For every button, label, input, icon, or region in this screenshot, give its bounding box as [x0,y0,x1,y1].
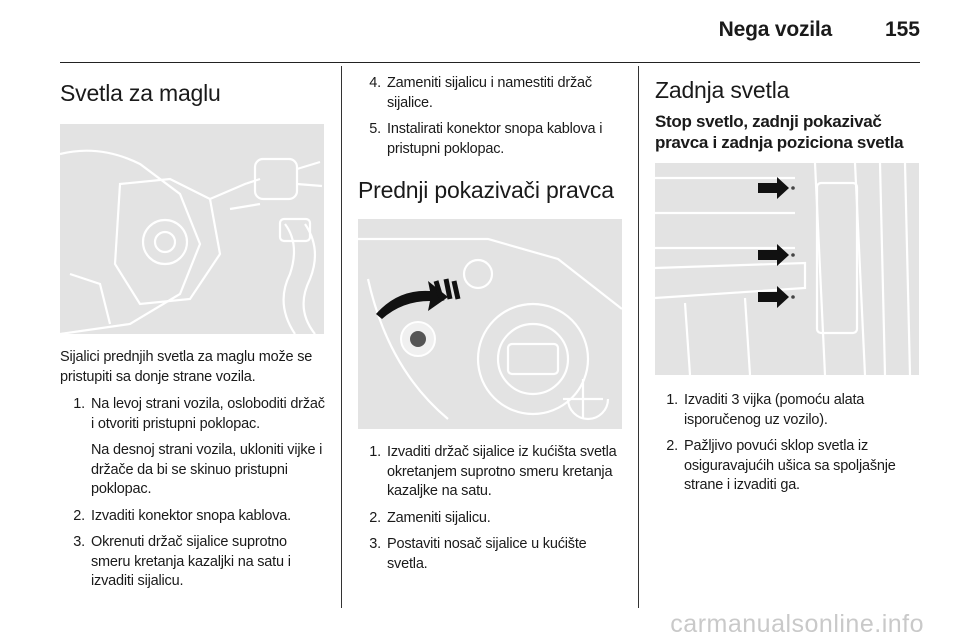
list-item: 1. Izvaditi 3 vijka (pomoću alata isporučenog uz vozilo). [666,392,865,428]
page-number: 155 [884,18,920,41]
column-divider [638,66,639,608]
list-item: 4. Zameniti sijalicu i namestiti držač sijalice. [369,75,592,111]
column-front-indicators [358,70,626,581]
watermark: carmanualsonline.info [670,610,924,638]
rear-lights-subheading: Stop svetlo, zadnji pokazivač pravca i zadnja poziciona svetla [655,112,904,152]
rear-lights-heading: Zadnja svetla [655,77,790,103]
list-item: 3. Okrenuti držač sijalice suprotno smeru kretanja kazaljki na satu i izvaditi sijalicu. [73,534,291,589]
column-fog-lights [60,70,328,599]
column-divider [341,66,342,608]
fog-lights-heading: Svetla za maglu [60,80,221,106]
list-item: 5. Instalirati konektor snopa kablova i pristupni poklopac. [369,121,603,157]
fog-lights-intro: Sijalici prednjih svetla za maglu može se pristupiti sa donje strane vozila. [60,349,313,385]
list-item: 2. Izvaditi konektor snopa kablova. [73,507,291,524]
list-item: 2. Zameniti sijalicu. [369,509,491,526]
front-indicators-heading: Prednji pokazivači pravca [358,177,614,203]
indicator-bulb-illustration [358,219,622,429]
list-item: 3. Postaviti nosač sijalice u kućište svetla. [369,536,587,572]
fog-light-bulb-illustration [60,124,324,334]
section-title: Nega vozila [718,18,832,41]
list-item: 2. Pažljivo povući sklop svetla iz osiguravajućih ušica sa spoljašnje strane i izvaditi ga. [666,438,896,493]
page-footer [0,610,960,642]
list-item: 1. Izvaditi držač sijalice iz kućišta svetla okretanjem suprotno smeru kretanja kazaljke na satu. [369,444,617,499]
list-item: 1. Na levoj strani vozila, osloboditi držač i otvoriti pristupni poklopac. [73,396,325,432]
page-header [60,0,920,63]
right-side-note: Na desnoj strani vozila, ukloniti vijke i držače da bi se skinuo pristupni poklopac. [91,442,323,497]
column-rear-lights [655,70,923,503]
rear-light-illustration [655,163,919,375]
